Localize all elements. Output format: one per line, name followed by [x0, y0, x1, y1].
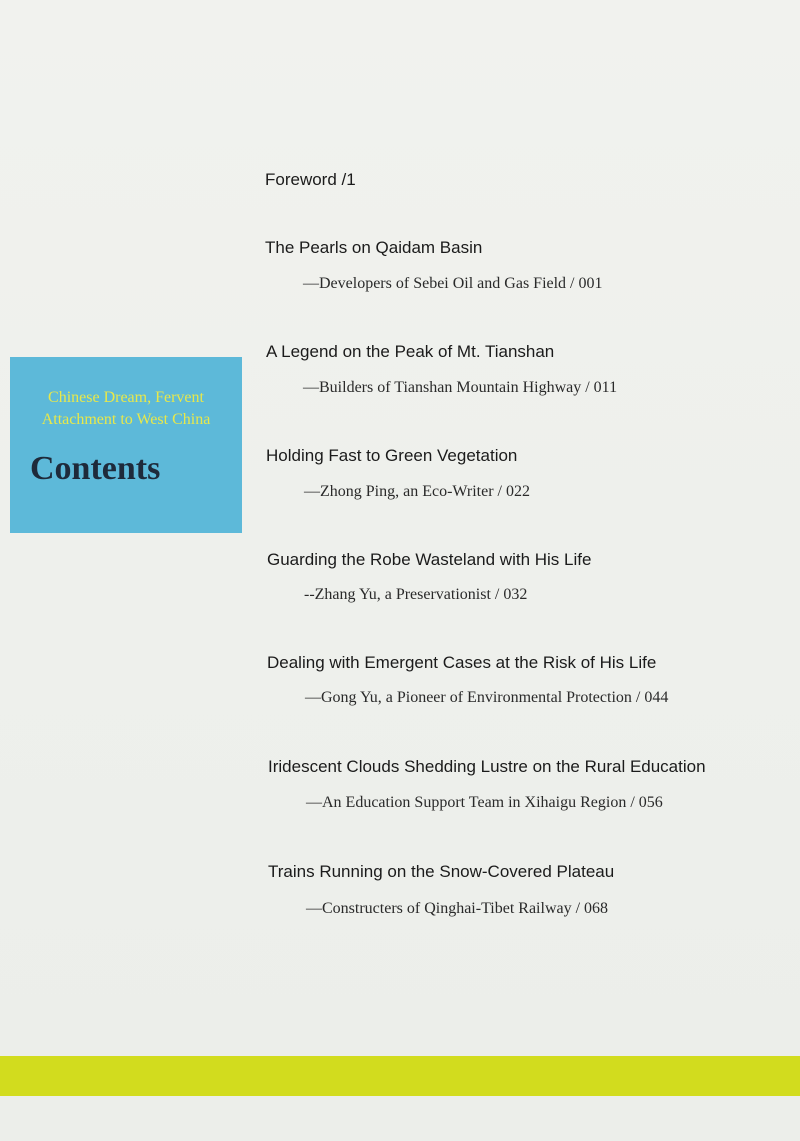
toc-entry-title: Trains Running on the Snow-Covered Plateau — [268, 862, 615, 881]
toc-entry-subtitle: —Builders of Tianshan Mountain Highway / 011 — [303, 379, 618, 396]
toc-foreword: Foreword /1 — [265, 170, 356, 189]
toc-entry-subtitle: —An Education Support Team in Xihaigu Region / 056 — [306, 794, 663, 811]
toc-entry-title: Holding Fast to Green Vegetation — [266, 446, 518, 465]
toc-entry-subtitle: —Constructers of Qinghai-Tibet Railway / 068 — [306, 900, 609, 917]
contents-heading: Contents — [30, 450, 161, 487]
toc-entry-title: A Legend on the Peak of Mt. Tianshan — [266, 342, 555, 361]
toc-entry-subtitle: —Developers of Sebei Oil and Gas Field / 001 — [303, 275, 603, 292]
book-subtitle-line2: Attachment to West China — [41, 411, 211, 428]
toc-entry-subtitle: —Zhong Ping, an Eco-Writer / 022 — [304, 483, 530, 500]
toc-entry-subtitle: --Zhang Yu, a Preservationist / 032 — [304, 586, 528, 603]
toc-entry-title: Guarding the Robe Wasteland with His Life — [267, 550, 592, 569]
toc-entry-subtitle: —Gong Yu, a Pioneer of Environmental Protection / 044 — [305, 689, 669, 706]
toc-entry-title: Dealing with Emergent Cases at the Risk of His Life — [267, 653, 657, 672]
book-subtitle-line1: Chinese Dream, Fervent — [48, 389, 204, 406]
toc-entry-title: The Pearls on Qaidam Basin — [265, 238, 483, 257]
bottom-accent-bar — [0, 1056, 800, 1096]
toc-entry-title: Iridescent Clouds Shedding Lustre on the Rural Education — [268, 757, 706, 776]
